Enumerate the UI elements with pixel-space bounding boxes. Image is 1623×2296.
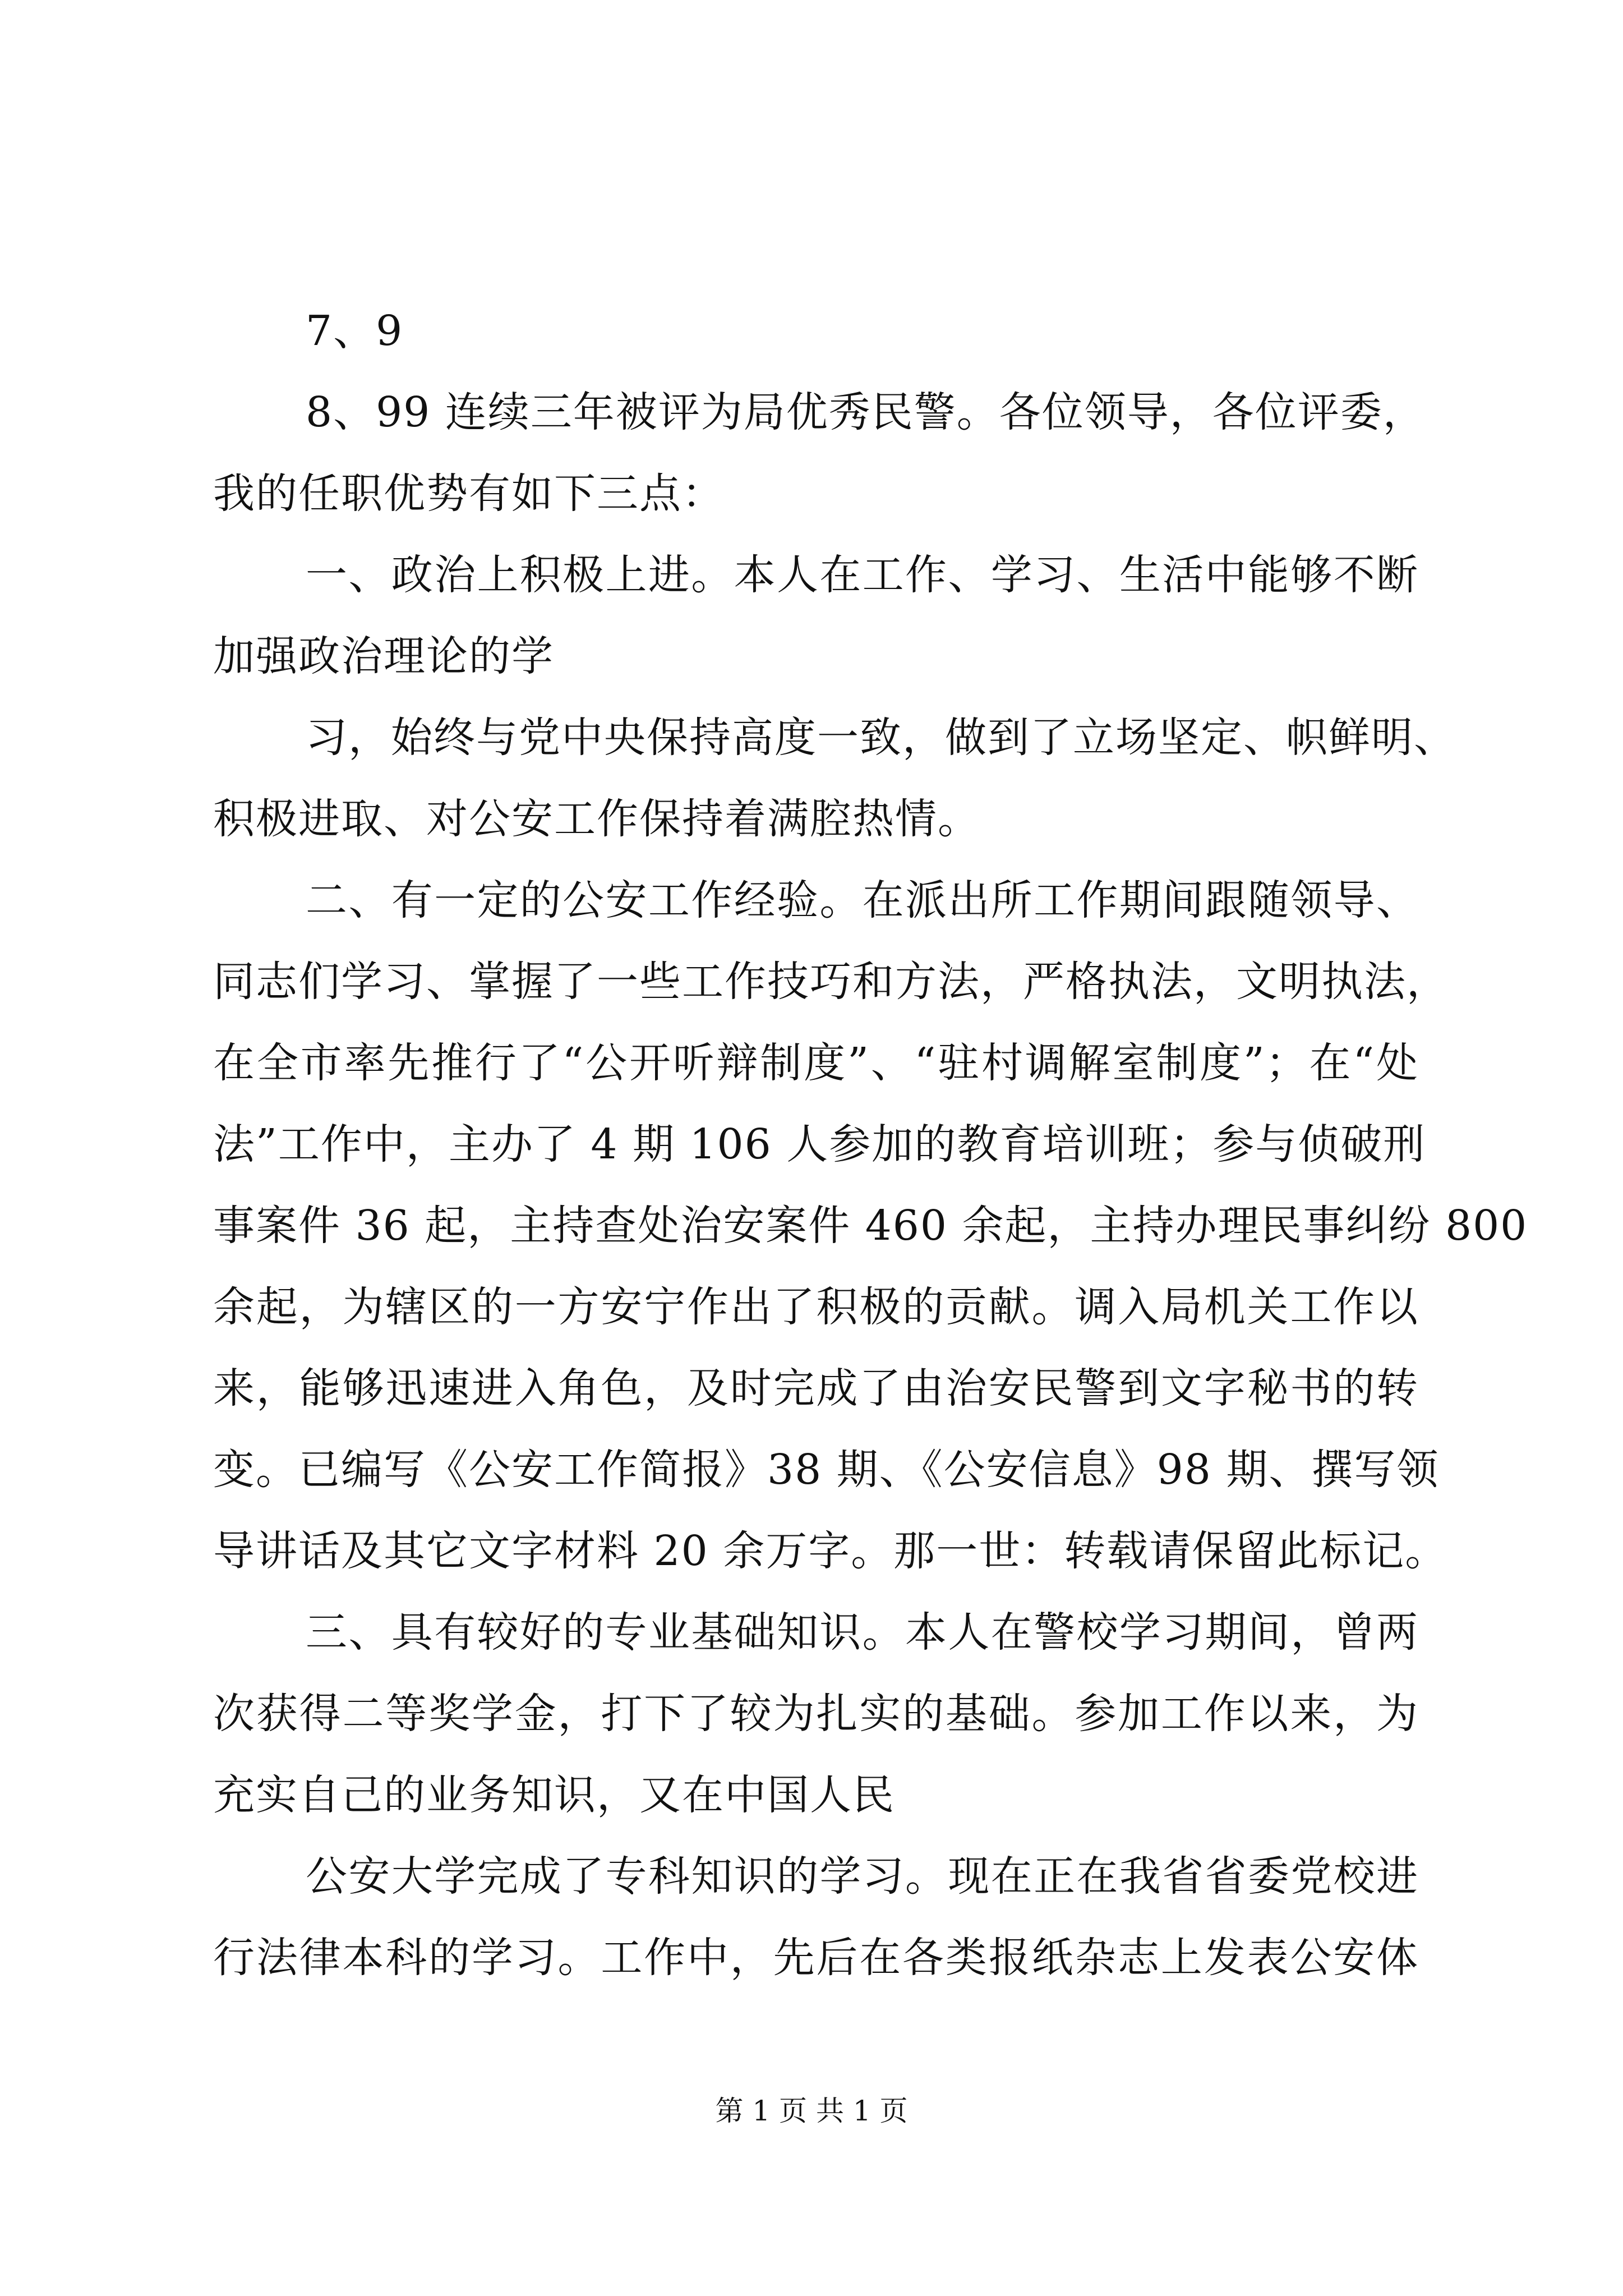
text-line: 8、99 连续三年被评为局优秀民警。各位领导，各位评委， <box>306 388 1426 436</box>
text-line: 7、9 <box>306 307 404 355</box>
text-line: 充实自己的业务知识，又在中国人民 <box>213 1771 895 1819</box>
text-line: 法”工作中，主办了 4 期 106 人参加的教育培训班；参与侦破刑 <box>213 1120 1426 1168</box>
text-line: 加强政治理论的学 <box>213 632 554 680</box>
text-line: 积极进取、对公安工作保持着满腔热情。 <box>213 795 980 843</box>
text-line: 公安大学完成了专科知识的学习。现在正在我省省委党校进 <box>306 1852 1419 1901</box>
text-line: 三、具有较好的专业基础知识。本人在警校学习期间，曾两 <box>306 1608 1419 1657</box>
text-line: 导讲话及其它文字材料 20 余万字。那一世：转载请保留此标记。 <box>213 1527 1448 1575</box>
text-line: 习，始终与党中央保持高度一致，做到了立场坚定、帜鲜明、 <box>306 714 1456 762</box>
text-line: 我的任职优势有如下三点： <box>213 470 725 518</box>
text-line: 在全市率先推行了“公开听辩制度”、“驻村调解室制度”；在“处 <box>213 1039 1419 1087</box>
text-line: 次获得二等奖学金，打下了较为扎实的基础。参加工作以来，为 <box>213 1690 1419 1738</box>
text-line: 变。已编写《公安工作简报》38 期、《公安信息》98 期、撰写领 <box>213 1446 1440 1494</box>
text-line: 余起，为辖区的一方安宁作出了积极的贡献。调入局机关工作以 <box>213 1283 1419 1331</box>
text-line: 事案件 36 起，主持查处治安案件 460 余起，主持办理民事纠纷 800 <box>213 1202 1528 1250</box>
text-line: 来，能够迅速进入角色，及时完成了由治安民警到文字秘书的转 <box>213 1364 1419 1412</box>
text-line: 二、有一定的公安工作经验。在派出所工作期间跟随领导、 <box>306 876 1419 924</box>
page-number-footer: 第 1 页 共 1 页 <box>715 2095 908 2127</box>
text-line: 同志们学习、掌握了一些工作技巧和方法，严格执法，文明执法， <box>213 958 1449 1006</box>
text-line: 一、政治上积极上进。本人在工作、学习、生活中能够不断 <box>306 551 1419 599</box>
text-line: 行法律本科的学习。工作中，先后在各类报纸杂志上发表公安体 <box>213 1934 1419 1982</box>
